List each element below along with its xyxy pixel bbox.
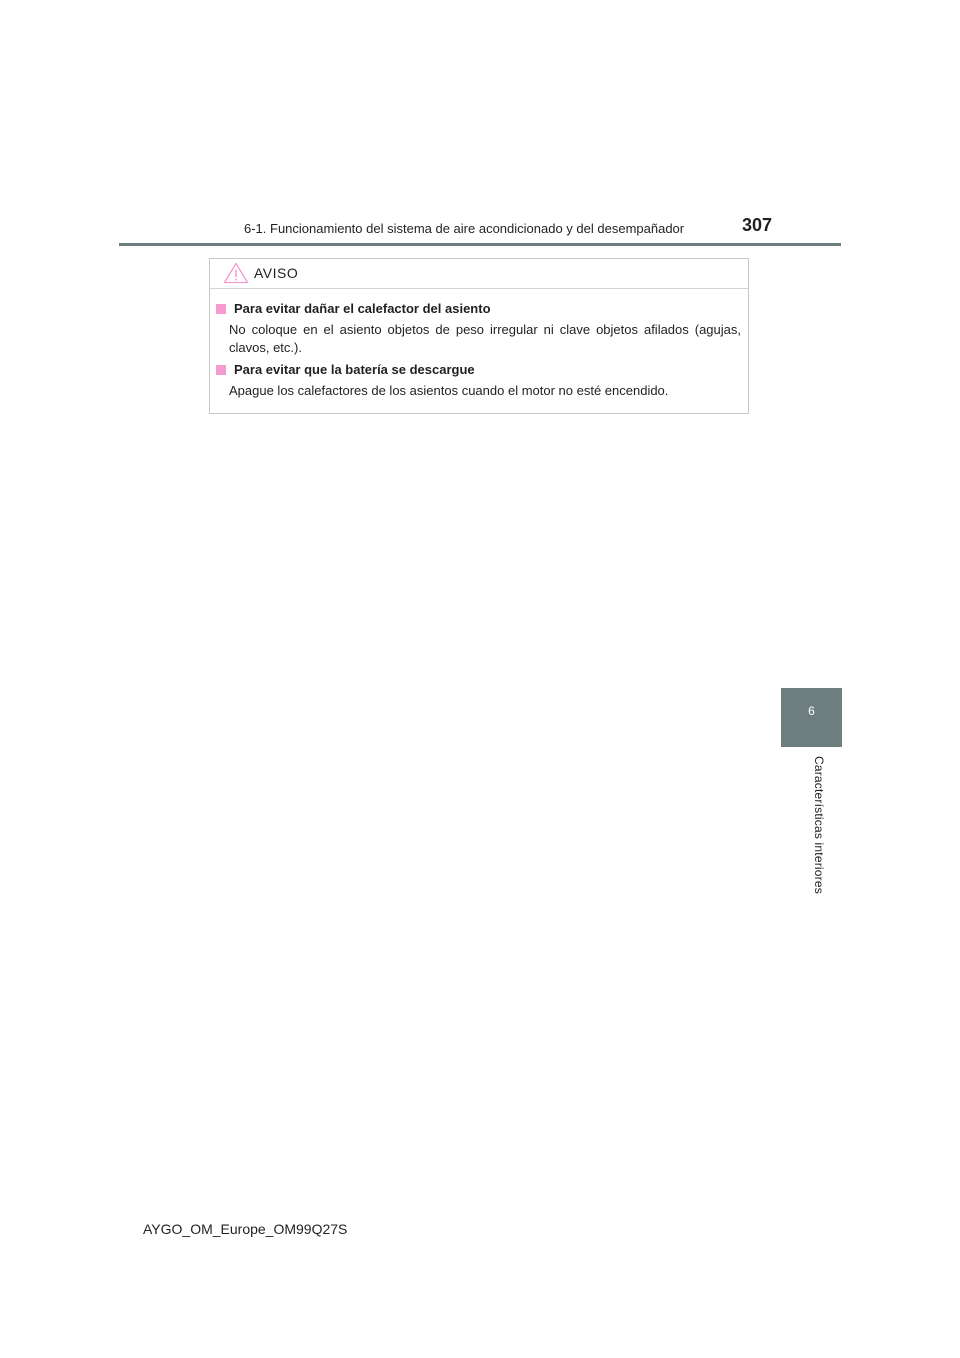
notice-item-heading: Para evitar que la batería se descargue bbox=[216, 362, 475, 377]
notice-item-text: Apague los calefactores de los asientos cuando el motor no esté encendido. bbox=[229, 383, 669, 398]
notice-box bbox=[209, 258, 749, 414]
notice-item-text: No coloque en el asiento objetos de peso irregular ni clave objetos afilados (agujas, clavos, etc.). bbox=[229, 322, 741, 355]
chapter-label: Características interiores bbox=[812, 756, 826, 894]
square-bullet-icon bbox=[216, 304, 226, 314]
notice-header bbox=[210, 259, 748, 289]
chapter-tab bbox=[781, 688, 842, 747]
warning-triangle-icon bbox=[223, 262, 249, 284]
chapter-number: 6 bbox=[808, 704, 815, 718]
document-code: AYGO_OM_Europe_OM99Q27S bbox=[143, 1221, 348, 1237]
notice-item-heading: Para evitar dañar el calefactor del asiento bbox=[216, 301, 491, 316]
header-rule bbox=[119, 243, 841, 246]
notice-label: AVISO bbox=[254, 265, 299, 281]
page-number: 307 bbox=[742, 215, 773, 235]
section-title: 6-1. Funcionamiento del sistema de aire acondicionado y del desempañador bbox=[244, 221, 685, 236]
square-bullet-icon bbox=[216, 365, 226, 375]
